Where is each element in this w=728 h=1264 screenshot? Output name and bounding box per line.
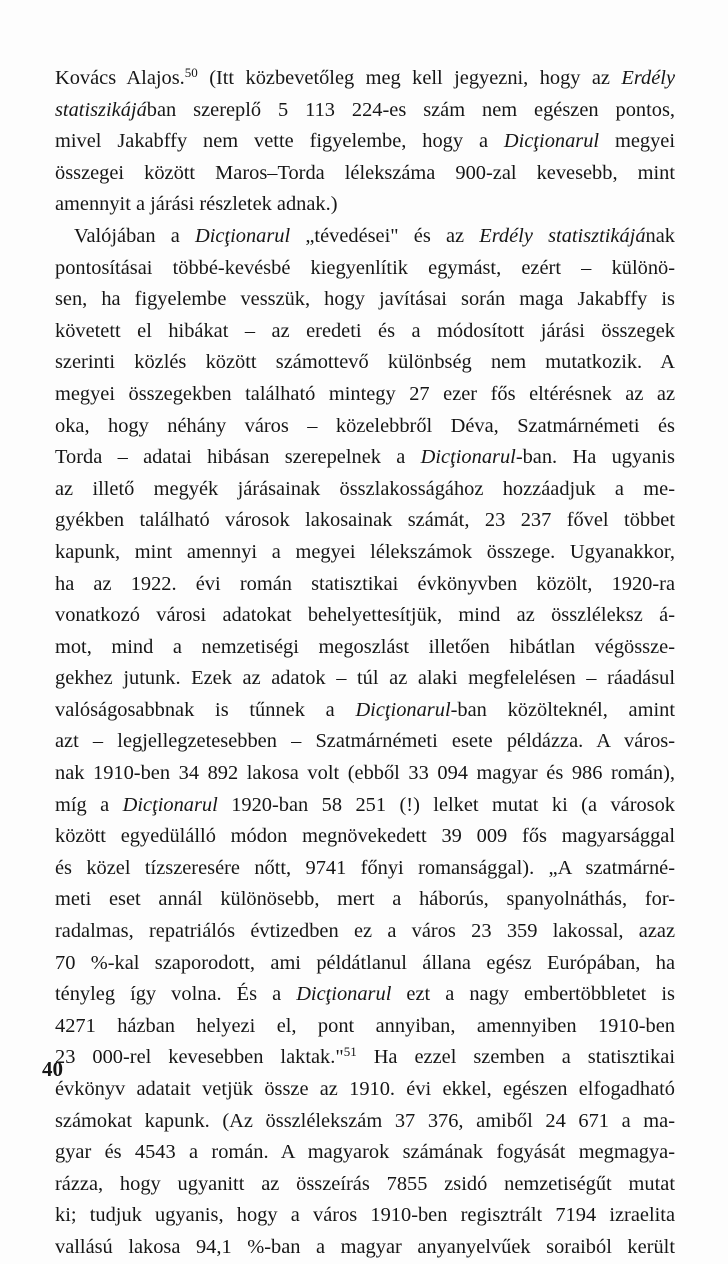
text-line (55, 253, 675, 285)
text-span: gyar és 4543 a román. A magyarok számának fogyását megmagya- (55, 1141, 675, 1164)
text-line (55, 979, 675, 1011)
italic-title: Dicţionarul (503, 130, 600, 153)
text-span: kapunk, mint amennyi a megyei lélekszámok összege. Ugyanakkor, (55, 540, 675, 563)
text-line (55, 1106, 675, 1138)
text-span: Valójában a (74, 224, 195, 247)
text-span: Torda – adatai hibásan szerepelnek a (55, 446, 421, 469)
text-line (55, 916, 675, 948)
text-line (55, 284, 675, 316)
text-span: amennyit a járási részletek adnak.) (55, 193, 338, 216)
text-line (55, 537, 675, 569)
text-span: azt – legjellegzetesebben – Szatmárnémeti esete példázza. A város- (55, 730, 675, 753)
text-span: nak 1910-ben 34 892 lakosa volt (ebből 33 094 magyar és 986 román), (55, 762, 675, 785)
footnote-ref: 50 (184, 65, 198, 80)
text-span: 1920-ban 58 251 (!) lelket mutat ki (a városok (217, 793, 676, 816)
text-span: sen, ha figyelembe vesszük, hogy javításai során maga Jakabffy is (55, 288, 675, 311)
text-line (55, 1042, 675, 1074)
italic-title: Erdély (621, 67, 676, 89)
text-span: mivel Jakabffy nem vette figyelembe, hogy a (55, 130, 504, 153)
italic-title: statiszikájá (55, 98, 147, 121)
text-span: megyei (599, 130, 675, 153)
text-span: ki; tudjuk ugyanis, hogy a város 1910-ben regisztrált 7194 izraelita (55, 1204, 675, 1227)
text-span: míg a (55, 793, 123, 816)
text-span: -ban. Ha ugyanis (515, 446, 675, 469)
text-line (55, 316, 675, 348)
footnote-ref: 51 (343, 1044, 357, 1060)
text-span: vallású lakosa 94,1 %-ban a magyar anyanyelvűek soraiból került (55, 1235, 675, 1258)
text-line (55, 663, 675, 695)
text-span: szerinti közlés között számottevő különbség nem mutatkozik. A (55, 351, 675, 374)
text-span: gekhez jutunk. Ezek az adatok – túl az alaki megfelelésen – ráadásul (55, 667, 675, 690)
text-line (55, 853, 675, 885)
page-text (55, 63, 675, 1264)
text-line (55, 158, 675, 190)
text-span: és közel tízszeresére nőtt, 9741 főnyi romansággal). „A szatmárné- (55, 856, 675, 879)
text-line (55, 695, 675, 727)
text-span: Ha ezzel szemben a statisztikai (356, 1046, 676, 1069)
text-line (55, 1169, 675, 1201)
text-span: összegei között Maros–Torda lélekszáma 900-zal kevesebb, mint (55, 161, 675, 184)
text-span: rázza, hogy ugyanitt az összeírás 7855 zsidó nemzetiségűt mutat (55, 1172, 675, 1195)
text-span: megyei összegekben található mintegy 27 ezer fős eltérésnek az az (55, 382, 675, 405)
text-line (55, 1232, 675, 1264)
text-line (55, 1137, 675, 1169)
text-span: vonatkozó városi adatokat behelyettesítjük, mind az összléleksz á- (55, 604, 675, 627)
text-span: gyékben található városok lakosainak számát, 23 237 fővel többet (55, 509, 675, 532)
text-line (55, 790, 675, 822)
text-line (55, 95, 675, 127)
text-line (55, 442, 675, 474)
text-span: meti eset annál különösebb, mert a háborús, spanyolnáthás, for- (55, 888, 675, 911)
text-line (55, 884, 675, 916)
text-line (55, 505, 675, 537)
text-span: pontosításai többé-kevésbé kiegyenlítik egymást, ezért – különö- (55, 256, 675, 279)
text-span: ha az 1922. évi román statisztikai évkönyvben közölt, 1920-ra (55, 572, 675, 595)
text-line (55, 63, 675, 95)
text-span: -ban közölteknél, amint (450, 698, 675, 721)
text-line (55, 569, 675, 601)
text-span: Kovács Alajos. (55, 67, 185, 89)
italic-title: Dicţionarul (122, 793, 218, 816)
text-line (55, 1074, 675, 1106)
body-text (55, 63, 675, 1264)
text-line (55, 411, 675, 443)
text-span: számokat kapunk. (Az összlélekszám 37 376, amiből 24 671 a ma- (55, 1109, 675, 1132)
text-span: (Itt közbevetőleg meg kell jegyezni, hogy az (197, 67, 622, 89)
text-span: valóságosabbnak is tűnnek a (55, 698, 356, 721)
text-span: oka, hogy néhány város – közelebbről Déva, Szatmárnémeti és (55, 414, 675, 437)
text-span: nak (645, 224, 675, 247)
text-span: ezt a nagy embertöbbletet is (391, 983, 675, 1006)
italic-title: Dicţionarul (420, 446, 516, 469)
text-span: az illető megyék járásainak összlakosságához hozzáadjuk a me- (55, 477, 675, 500)
text-span: 4271 házban helyezi el, pont annyiban, amennyiben 1910-ben (55, 1014, 675, 1037)
text-span: évkönyv adatait vetjük össze az 1910. évi ekkel, egészen elfogadható (55, 1078, 675, 1100)
text-line (55, 189, 675, 221)
text-line (55, 632, 675, 664)
text-line (55, 758, 675, 790)
text-span: követett el hibákat – az eredeti és a módosított járási összegek (55, 319, 675, 342)
text-line (55, 726, 675, 758)
text-line (55, 821, 675, 853)
text-span: ban szereplő 5 113 224-es szám nem egészen pontos, (146, 98, 675, 121)
text-span: tényleg így volna. És a (55, 983, 297, 1006)
text-line (55, 221, 675, 253)
italic-title: Erdély statisztikájá (479, 224, 646, 247)
text-span: „tévedései" és az (290, 224, 480, 247)
text-span: radalmas, repatriálós évtizedben ez a város 23 359 lakossal, azaz (55, 920, 675, 943)
text-line (55, 600, 675, 632)
text-line (55, 474, 675, 506)
text-line (55, 126, 675, 158)
text-span: mot, mind a nemzetiségi megoszlást illetően hibátlan végössze- (55, 635, 675, 658)
italic-title: Dicţionarul (355, 698, 451, 721)
text-span: között egyedülálló módon megnövekedett 39 009 fős magyarsággal (55, 825, 675, 848)
text-line (55, 347, 675, 379)
text-line (55, 379, 675, 411)
text-line (55, 948, 675, 980)
text-line (55, 1011, 675, 1043)
text-span: 70 %-kal szaporodott, ami példátlanul állana egész Európában, ha (55, 951, 675, 974)
text-line (55, 1200, 675, 1232)
italic-title: Dicţionarul (296, 983, 392, 1006)
italic-title: Dicţionarul (195, 224, 291, 247)
page-number: 40 (42, 1057, 63, 1081)
text-span: 23 000-rel kevesebben laktak." (55, 1046, 344, 1069)
